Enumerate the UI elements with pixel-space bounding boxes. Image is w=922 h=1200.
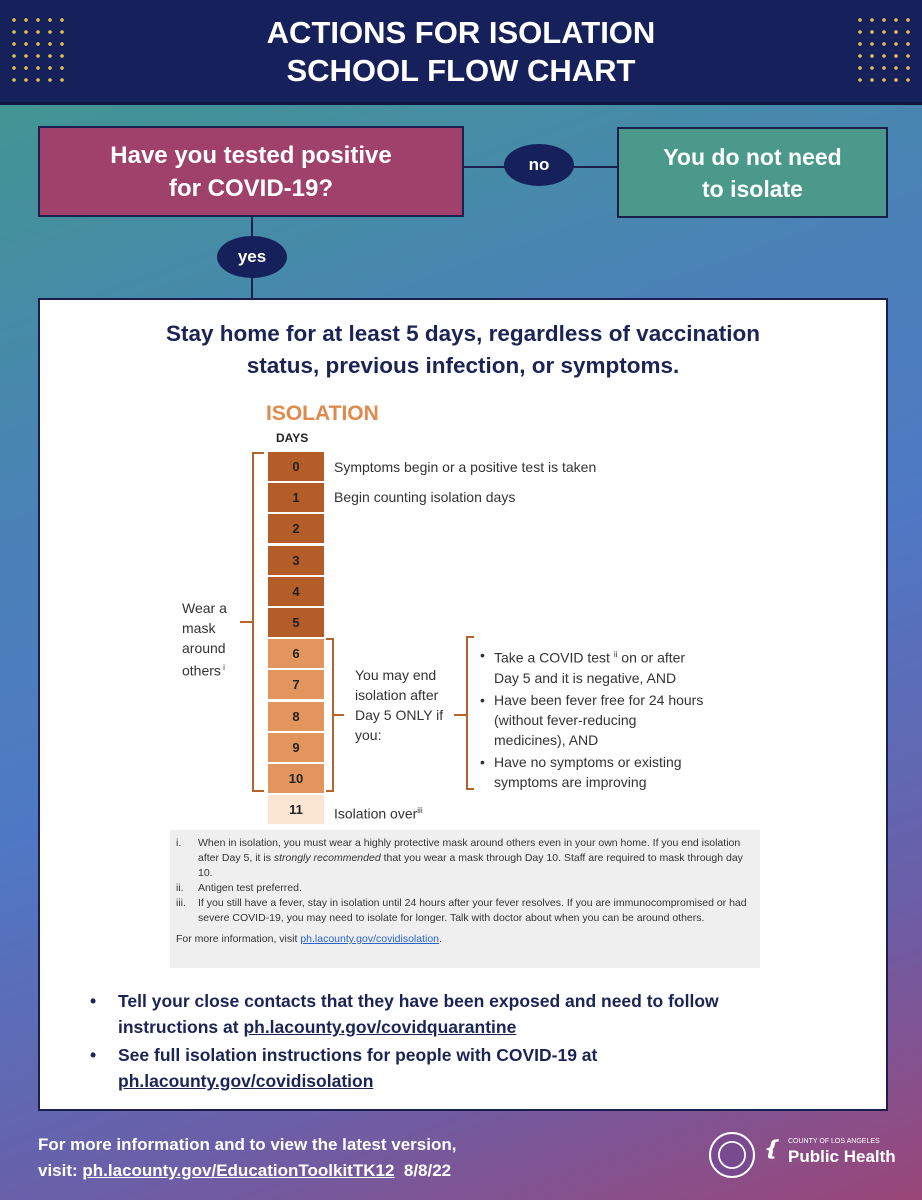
footer-visit: visit: [38, 1161, 83, 1180]
end-text-line: isolation after [355, 687, 439, 703]
day11-label: Isolation over [334, 805, 418, 822]
isolation-panel [38, 298, 888, 1111]
footnote-item: iii. If you still have a fever, stay in isolation until 24 hours after your fever resolves. If you are immunocompromised or had severe COVID-19, you may need to isolate for longer. Talk with doctor about when you can be around others. [176, 897, 747, 924]
page-title [0, 14, 922, 90]
notes-more-text: For more information, visit [176, 933, 301, 945]
education-toolkit-link[interactable]: ph.lacounty.gov/EducationToolkitTK12 [82, 1161, 395, 1180]
mask-text [182, 598, 227, 681]
footnote-ref: i [220, 663, 225, 672]
bullet-text: See full isolation instructions for people with COVID-19 at [118, 1045, 598, 1065]
question-line-1: Have you tested positive [110, 141, 392, 169]
condition-item: • Take a COVID test $^{ii}$ on or after Day 5 and it is negative, AND [480, 647, 686, 686]
day-7: 7 [268, 670, 324, 699]
day-0: 0 [268, 452, 324, 481]
mask-text-line: others $^i$ [182, 662, 225, 679]
footnote-item: i. When in isolation, you must wear a highly protective mask around others even in your own home. If you end isolation after Day 5, it is strongly recommended that you wear a mask through Day 10. Staff are required to mask through day 10. [176, 837, 743, 879]
covidquarantine-link[interactable]: ph.lacounty.gov/covidquarantine [243, 1017, 517, 1037]
days-header: DAYS [276, 431, 309, 445]
no-result-line-1: You do not need [663, 143, 842, 170]
question-box [38, 126, 464, 217]
footnote-ref: iii [417, 806, 423, 815]
bullet-full-instructions: • See full isolation instructions for people with COVID-19 at ph.lacounty.gov/covidisolation [90, 1045, 598, 1091]
condition-item: • Have been fever free for 24 hours (without fever-reducing medicines), AND [480, 691, 704, 748]
covidisolation-link[interactable]: ph.lacounty.gov/covidisolation [300, 933, 440, 945]
day-4: 4 [268, 577, 324, 606]
footer [38, 1132, 456, 1184]
day-10: 10 [268, 764, 324, 793]
end-text-line: You may end [355, 667, 437, 683]
no-result-line-2: to isolate [702, 175, 803, 202]
day1-text: Begin counting isolation days [334, 489, 516, 505]
day-1: 1 [268, 483, 324, 512]
day0-text: Symptoms begin or a positive test is taken [334, 459, 597, 475]
end-text-line: Day 5 ONLY if [355, 707, 444, 723]
day11-text [334, 801, 423, 824]
footnotes [170, 830, 760, 968]
mask-text-line: mask [182, 620, 216, 636]
bullet-close-contacts: • Tell your close contacts that they have been exposed and need to follow instructions at ph.lacounty.gov/covidquarantine [90, 991, 719, 1037]
title-line-1: ACTIONS FOR ISOLATION [266, 15, 656, 50]
mask-brace-tick [240, 621, 252, 623]
conditions-list [480, 645, 710, 794]
day-8: 8 [268, 702, 324, 731]
day-11: 11 [268, 795, 324, 824]
conditions-brace-tick [454, 714, 466, 716]
mask-text-line: around [182, 640, 226, 656]
day-9: 9 [268, 733, 324, 762]
yes-label: yes [217, 236, 287, 278]
mask-brace [252, 452, 264, 792]
isolation-title: ISOLATION [266, 402, 379, 425]
notes-more-info: For more information, visit ph.lacounty.gov/covidisolation. [176, 933, 442, 945]
action-bullets [90, 988, 810, 1096]
day-2: 2 [268, 514, 324, 543]
end-isolation-text [355, 665, 443, 745]
day-3: 3 [268, 546, 324, 575]
end-text-line: you: [355, 727, 382, 743]
bullet-text: Tell your close contacts that they have been exposed and need to follow instructions at [118, 991, 719, 1037]
title-line-2: SCHOOL FLOW CHART [286, 53, 636, 88]
covidisolation-link[interactable]: ph.lacounty.gov/covidisolation [118, 1071, 374, 1091]
conditions-brace [466, 636, 474, 790]
end-brace [326, 638, 334, 792]
footnote-item: ii. Antigen test preferred. [176, 882, 302, 894]
day-5: 5 [268, 608, 324, 637]
heading-line-1: Stay home for at least 5 days, regardless of vaccination [166, 321, 760, 346]
condition-item: • Have no symptoms or existing symptoms are improving [480, 753, 682, 790]
logo-public-health: Public Health [788, 1147, 896, 1166]
flame-logo-icon: ❴ [762, 1138, 779, 1160]
footer-date: 8/8/22 [403, 1161, 452, 1180]
heading-line-2: status, previous infection, or symptoms. [246, 353, 680, 378]
logo-county: COUNTY OF LOS ANGELES [788, 1138, 880, 1145]
mask-text-line: Wear a [182, 600, 227, 616]
day-6: 6 [268, 639, 324, 668]
stay-home-heading [40, 318, 886, 382]
header-banner [0, 0, 922, 105]
county-seal-logo [709, 1132, 755, 1178]
end-brace-tick [334, 714, 344, 716]
footer-line-1: For more information and to view the latest version, [38, 1135, 457, 1154]
no-isolation-box [617, 127, 888, 218]
no-label: no [504, 144, 574, 186]
question-line-2: for COVID-19? [168, 174, 333, 202]
